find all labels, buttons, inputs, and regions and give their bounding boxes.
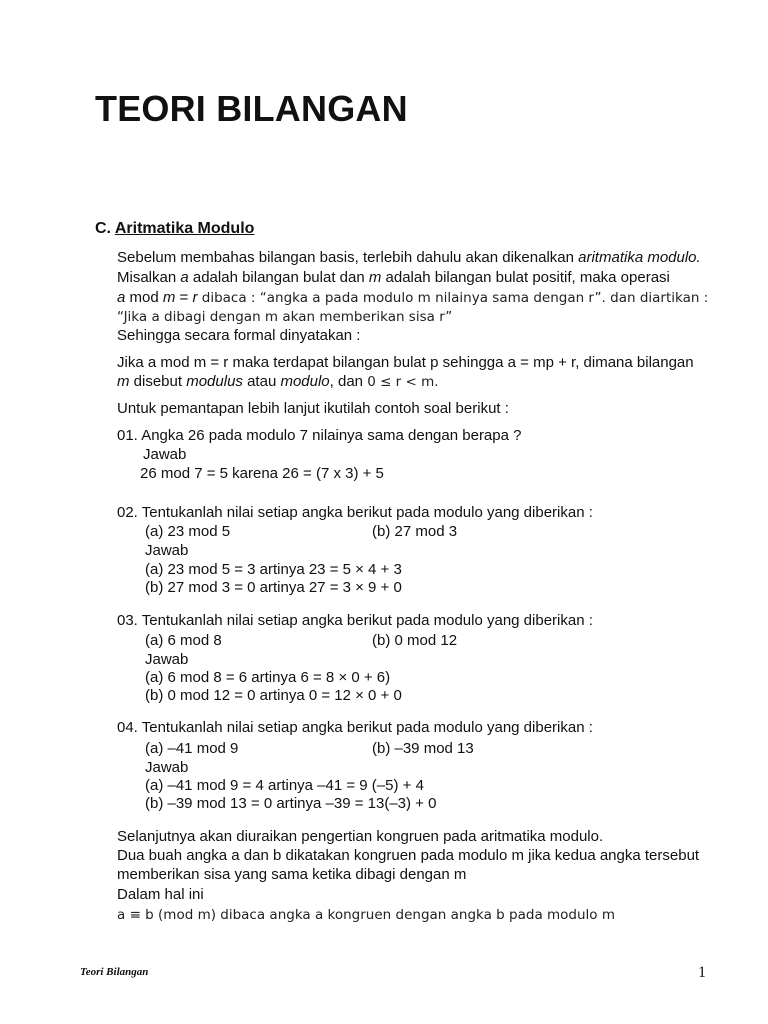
var-r: r — [192, 289, 198, 306]
closing-line-2: Dua buah angka a dan b dikatakan kongruen pada modulo m jika kedua angka tersebut — [117, 847, 700, 864]
term-modulus: modulus — [186, 373, 243, 390]
var-m: m — [368, 269, 382, 286]
intro-line-3 — [117, 289, 708, 307]
question-02: 02. Tentukanlah nilai setiap angka berikut pada modulo yang diberikan : — [117, 504, 593, 521]
intro-term: aritmatika modulo. — [578, 249, 701, 266]
formal-line-2 — [117, 373, 439, 391]
footer-label: Teori Bilangan — [80, 966, 149, 978]
intro-text: adalah bilangan bulat dan — [188, 269, 369, 286]
intro-text: Sebelum membahas bilangan basis, terlebih dahulu akan dikenalkan — [117, 249, 579, 266]
var-m: m — [162, 289, 176, 306]
var-a: a — [180, 269, 189, 286]
formal-text: atau — [242, 373, 281, 390]
answer-04-a: (a) –41 mod 9 = 4 artinya –41 = 9 (–5) + 4 — [145, 777, 424, 794]
closing-line-5: a ≡ b (mod m) dibaca angka a kongruen dengan angka b pada modulo m — [117, 907, 615, 923]
intro-text: mod — [125, 289, 163, 306]
question-03-a: (a) 6 mod 8 — [145, 632, 222, 649]
section-label: Aritmatika Modulo — [114, 220, 255, 237]
closing-line-4: Dalam hal ini — [117, 886, 204, 903]
answer-02-a: (a) 23 mod 5 = 3 artinya 23 = 5 × 4 + 3 — [145, 561, 402, 578]
section-heading — [95, 220, 254, 238]
closing-line-1: Selanjutnya akan diuraikan pengertian kongruen pada aritmatika modulo. — [117, 828, 604, 845]
intro-text: dibaca : “angka a pada modulo m nilainya sama dengan r”. dan diartikan : — [197, 290, 709, 306]
intro-text: adalah bilangan bulat positif, maka operasi — [381, 269, 670, 286]
page-number: 1 — [698, 964, 706, 981]
question-04-b: (b) –39 mod 13 — [372, 740, 474, 757]
examples-lead: Untuk pemantapan lebih lanjut ikutilah contoh soal berikut : — [117, 400, 509, 417]
answer-label-03: Jawab — [145, 651, 189, 668]
page-title: TEORI BILANGAN — [95, 88, 408, 129]
question-04-a: (a) –41 mod 9 — [145, 740, 239, 757]
intro-line-5: Sehingga secara formal dinyatakan : — [117, 327, 361, 344]
answer-label-01: Jawab — [143, 446, 187, 463]
question-02-b: (b) 27 mod 3 — [372, 523, 458, 540]
intro-text: = — [175, 289, 193, 306]
answer-01: 26 mod 7 = 5 karena 26 = (7 x 3) + 5 — [140, 465, 384, 482]
formal-text: disebut — [129, 373, 187, 390]
question-02-a: (a) 23 mod 5 — [145, 523, 231, 540]
answer-03-b: (b) 0 mod 12 = 0 artinya 0 = 12 × 0 + 0 — [145, 687, 402, 704]
intro-text: Misalkan — [117, 269, 181, 286]
answer-04-b: (b) –39 mod 13 = 0 artinya –39 = 13(–3) + 0 — [145, 795, 437, 812]
answer-label-04: Jawab — [145, 759, 189, 776]
term-modulo: modulo — [280, 373, 330, 390]
question-03: 03. Tentukanlah nilai setiap angka berikut pada modulo yang diberikan : — [117, 612, 593, 629]
answer-02-b: (b) 27 mod 3 = 0 artinya 27 = 3 × 9 + 0 — [145, 579, 402, 596]
question-04: 04. Tentukanlah nilai setiap angka berikut pada modulo yang diberikan : — [117, 719, 593, 736]
var-m: m — [117, 373, 130, 390]
formal-text: , dan — [329, 373, 368, 390]
section-prefix: C. — [95, 220, 111, 237]
answer-label-02: Jawab — [145, 542, 189, 559]
intro-line-1 — [117, 249, 701, 267]
answer-03-a: (a) 6 mod 8 = 6 artinya 6 = 8 × 0 + 6) — [145, 669, 391, 686]
closing-line-3: memberikan sisa yang sama ketika dibagi dengan m — [117, 866, 467, 883]
var-a: a — [117, 289, 126, 306]
formal-line-1: Jika a mod m = r maka terdapat bilangan bulat p sehingga a = mp + r, dimana bilangan — [117, 354, 694, 371]
intro-line-2 — [117, 269, 670, 287]
question-01: 01. Angka 26 pada modulo 7 nilainya sama dengan berapa ? — [117, 427, 522, 444]
formal-inequality: 0 ≤ r < m. — [367, 374, 439, 390]
intro-line-4: “Jika a dibagi dengan m akan memberikan sisa r” — [117, 309, 453, 325]
question-03-b: (b) 0 mod 12 — [372, 632, 458, 649]
